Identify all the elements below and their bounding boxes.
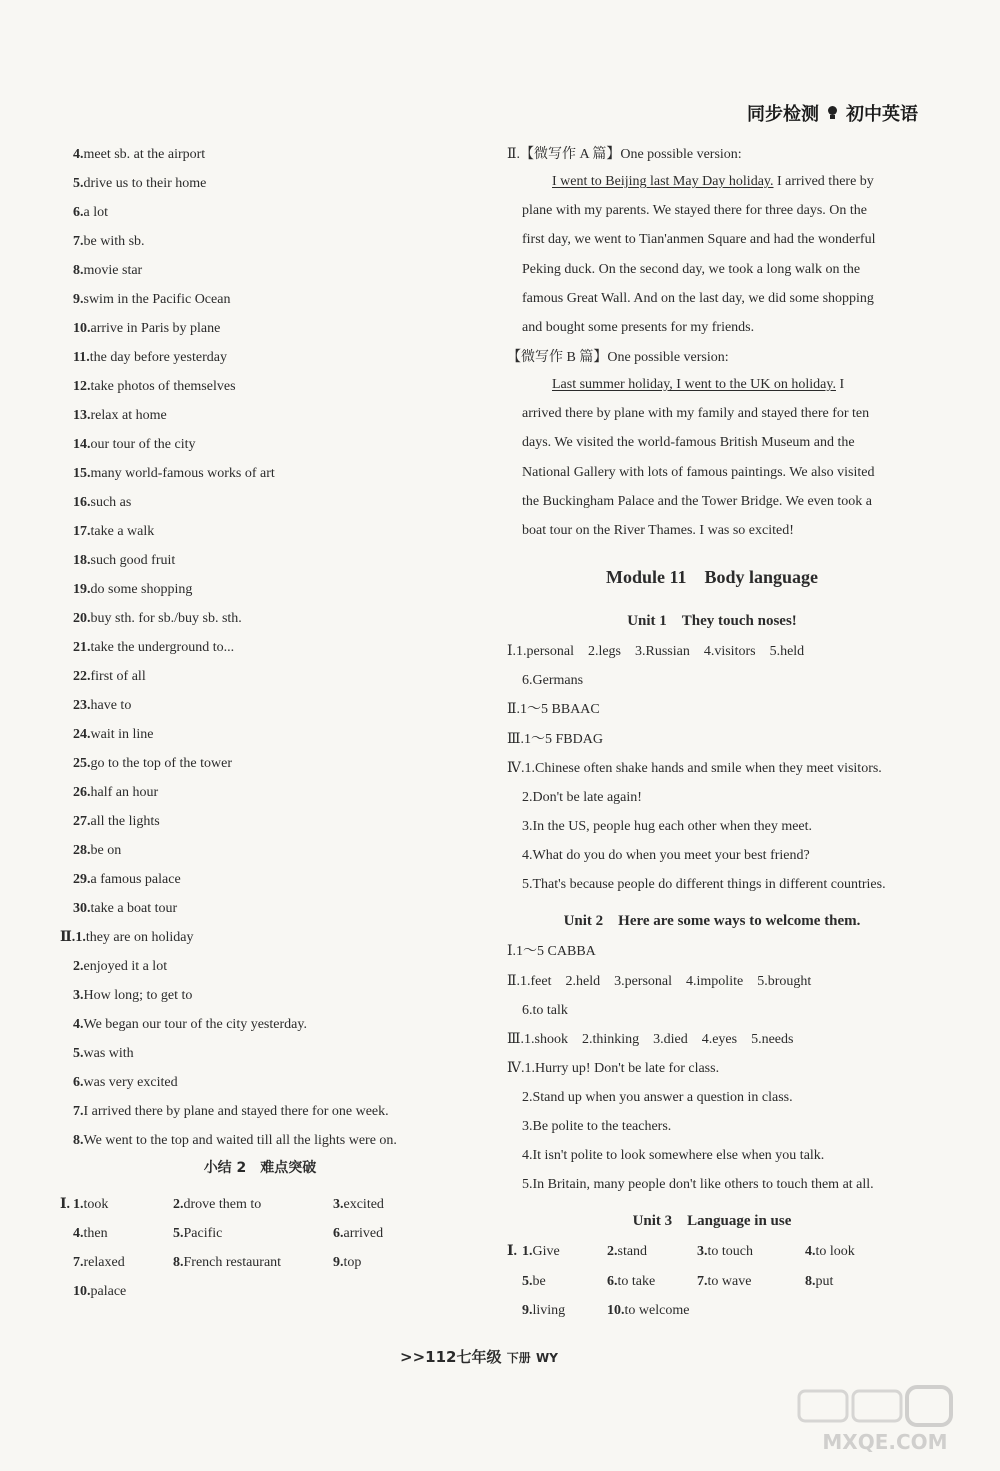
answer-line [522,1146,824,1166]
unit-2-title-text: Unit 2 Here are some ways to welcome them. [563,913,861,929]
phrase-item [73,754,232,774]
answer-item [73,1015,307,1035]
underlined-topic-sentence: Last summer holiday, I went to the UK on holiday. [552,377,836,392]
section-roman [60,1195,70,1215]
writing-b-label [507,348,729,368]
phrase-item [73,232,145,252]
answer-text: Ⅰ.1～5 CABBA [507,944,596,959]
item-number: 25. [73,756,91,771]
answer-text: drove them to [183,1197,262,1212]
page-footer [400,1346,558,1367]
answer-text: they are on holiday [85,930,194,945]
phrase-text: such as [90,495,132,510]
item-number: 9. [333,1255,344,1270]
item-number: 3. [73,988,84,1003]
answer-text: Ⅳ.1.Chinese often shake hands and smile when they meet visitors. [507,761,882,776]
phrase-item [73,493,131,513]
answer-text: put [815,1273,834,1289]
unit-3-answer [522,1301,565,1321]
item-number: 2. [173,1197,184,1212]
answer-text: Ⅲ.1.shook 2.thinking 3.died 4.eyes 5.needs [507,1032,794,1047]
phrase-item [73,667,146,687]
answer-text: Ⅱ.1～5 BBAAC [507,702,600,717]
answer-text: Ⅰ.1.personal 2.legs 3.Russian 4.visitors 5.held [507,644,805,659]
underlined-topic-sentence: I went to Beijing last May Day holiday. [552,174,774,189]
answer-text: arrived [343,1226,384,1241]
item-number: 14. [73,437,91,452]
paragraph-line: and bought some presents for my friends. [522,320,755,336]
item-number: 19. [73,582,91,597]
phrase-text: buy sth. for sb./buy sb. sth. [90,611,242,626]
answer-line [522,846,810,866]
phrase-item [73,638,234,658]
answer-text: We began our tour of the city yesterday. [83,1017,307,1032]
volume-label: 下册 [506,1351,531,1365]
answer-text: Ⅲ.1～5 FBDAG [507,732,603,747]
unit-3-answer [607,1242,647,1262]
answer-item [73,1044,134,1064]
section-roman [507,1242,517,1262]
item-number: 21. [73,640,91,655]
paragraph-line: famous Great Wall. And on the last day, we did some shopping [522,290,874,306]
phrase-text: first of all [90,669,146,684]
answer-line [507,1030,793,1050]
answer-line [507,759,882,779]
answer-line [507,972,811,992]
book-header [747,100,918,126]
item-number: 9. [522,1303,533,1318]
item-number: 13. [73,408,91,423]
paragraph-line: first day, we went to Tian'anmen Square and had the wonderful [522,232,876,248]
answer-text: to take [617,1273,656,1289]
roman-label: Ⅰ. [507,1244,518,1259]
phrase-item [73,551,175,571]
phrase-text: such good fruit [90,553,176,568]
answer-text: living [532,1303,566,1318]
paragraph-line: Peking duck. On the second day, we took a long walk on the [522,261,861,277]
item-number: 17. [73,524,91,539]
answer-line [507,1059,719,1079]
summary-title-text: 小结 2 难点突破 [203,1160,317,1176]
roman-label: Ⅰ. [60,1197,71,1212]
lightbulb-icon [827,106,838,120]
answer-text: top [343,1255,362,1270]
item-number: 23. [73,698,91,713]
phrase-text: our tour of the city [90,437,196,452]
item-number: 10. [607,1303,625,1318]
phrase-item [73,145,205,165]
answer-text: then [83,1226,108,1241]
subject-title: 初中英语 [846,104,918,125]
item-number: 4. [73,1017,84,1032]
item-number: 5. [73,1046,84,1061]
answer-line [507,700,600,720]
answer-line [507,730,603,750]
answer-text: I arrived there by plane and stayed there for one week. [83,1104,389,1119]
summary-answer [173,1224,222,1244]
phrase-text: swim in the Pacific Ocean [83,292,231,307]
series-title: 同步检测 [747,104,819,125]
edition-label: WY [535,1351,558,1365]
phrase-text: a famous palace [90,872,181,887]
answer-line [522,1117,671,1137]
phrase-text: take the underground to... [90,640,235,655]
phrase-item [73,464,275,484]
item-number: 4. [73,1226,84,1241]
grade-label: 七年级 [456,1348,502,1366]
answer-item [73,986,192,1006]
summary-title [60,1157,460,1177]
unit-3-answer [607,1272,655,1292]
answer-text: 4.What do you do when you meet your best friend? [522,848,810,863]
phrase-text: arrive in Paris by plane [90,321,221,336]
item-number: 6. [73,1075,84,1090]
item-number: 12. [73,379,91,394]
answer-text: 6.to talk [522,1003,568,1018]
answer-text: 3.In the US, people hug each other when they meet. [522,819,813,834]
phrase-item [73,609,242,629]
unit-1-title [507,609,917,630]
phrase-text: movie star [83,263,143,278]
phrase-text: be on [90,843,122,858]
answer-text: excited [343,1197,384,1212]
answer-line [522,1001,568,1021]
answer-text: 6.Germans [522,673,584,688]
unit-3-answer [697,1242,753,1262]
unit-2-title [507,909,917,930]
writing-a-label [507,145,742,165]
phrase-item [73,580,192,600]
item-number: 24. [73,727,91,742]
summary-answer [173,1253,281,1273]
item-number: 6. [333,1226,344,1241]
item-number: 16. [73,495,91,510]
unit-3-answer [522,1272,546,1292]
item-number: 6. [73,205,84,220]
item-number: 29. [73,872,91,887]
phrase-item [73,348,227,368]
item-number: 20. [73,611,91,626]
item-number: 1. [75,930,86,945]
writing-b-paragraph [522,370,922,545]
answer-text: Give [532,1244,560,1259]
phrase-text: do some shopping [90,582,193,597]
item-number: 8. [805,1273,816,1289]
answer-text: 5.In Britain, many people don't like others to touch them at all. [522,1177,874,1192]
answer-text: relaxed [83,1255,125,1270]
module-title [507,563,917,589]
summary-answer [73,1253,125,1273]
item-number: 28. [73,843,91,858]
answer-text: 5.That's because people do different things in different countries. [522,877,886,892]
item-number: 2. [73,959,84,974]
answer-text: 3.Be polite to the teachers. [522,1119,672,1134]
answer-text: to welcome [624,1303,690,1318]
page-number: 112 [425,1348,457,1366]
phrase-text: half an hour [90,785,159,800]
phrase-text: wait in line [90,727,154,742]
unit-3-title-text: Unit 3 Language in use [632,1213,792,1229]
answer-item [73,1073,178,1093]
phrase-item [73,435,195,455]
answer-line [522,788,642,808]
phrase-text: have to [90,698,132,713]
answer-text: palace [90,1284,127,1299]
answer-line [522,1088,793,1108]
phrase-item [73,406,167,426]
answer-text: Ⅳ.1.Hurry up! Don't be late for class. [507,1061,720,1076]
item-number: 7. [73,1255,84,1270]
paragraph-line: boat tour on the River Thames. I was so excited! [522,523,794,539]
paragraph-line: arrived there by plane with my family and stayed there for ten [522,406,870,422]
watermark-text: MXQE.COM [822,1430,948,1454]
phrase-text: all the lights [90,814,160,829]
answer-text: was very excited [83,1075,178,1090]
item-number: 5. [522,1273,533,1289]
answer-text: French restaurant [183,1255,282,1270]
answer-text: stand [617,1244,648,1259]
item-number: 7. [73,1104,84,1119]
paragraph-line: National Gallery with lots of famous paintings. We also visited [522,464,875,480]
summary-answer [73,1195,108,1215]
unit-1-title-text: Unit 1 They touch noses! [627,613,797,629]
summary-answer [173,1195,261,1215]
item-number: 18. [73,553,91,568]
answer-text: took [83,1197,109,1212]
phrase-text: go to the top of the tower [90,756,233,771]
phrase-text: take a boat tour [90,901,178,916]
summary-answer [73,1282,126,1302]
answer-text: We went to the top and waited till all the lights were on. [83,1133,397,1148]
answer-text: be [532,1273,546,1289]
item-number: 2. [607,1244,618,1259]
answer-text: 4.It isn't polite to look somewhere else when you talk. [522,1148,825,1163]
unit-3-answer [805,1272,833,1292]
writing-a-paragraph [522,167,922,342]
item-number: 5. [173,1226,184,1241]
label-text: 【微写作 B 篇】One possible version: [507,350,729,365]
summary-answer [333,1224,383,1244]
phrase-text: the day before yesterday [89,350,227,365]
item-number: 1. [522,1244,533,1259]
phrase-text: a lot [83,205,108,220]
answer-line [522,875,886,895]
answer-text: Ⅱ.1.feet 2.held 3.personal 4.impolite 5.brought [507,974,812,989]
answer-text: 2.Stand up when you answer a question in class. [522,1090,793,1105]
paragraph-line: the Buckingham Palace and the Tower Bridge. We even took a [522,493,872,509]
phrase-item [73,725,154,745]
answer-line [507,642,804,662]
answer-text: to look [815,1244,855,1259]
item-number: 10. [73,321,91,336]
item-number: 10. [73,1284,91,1299]
item-number: 7. [73,234,84,249]
phrase-text: meet sb. at the airport [83,147,206,162]
paragraph-line: days. We visited the world-famous British Museum and the [522,435,855,451]
answer-text: Pacific [183,1226,223,1241]
phrase-item [73,377,236,397]
item-number: 4. [73,147,84,162]
answer-line [522,671,583,691]
answer-line [507,942,596,962]
phrase-item [73,783,158,803]
item-number: 8. [173,1255,184,1270]
phrase-text: relax at home [90,408,167,423]
item-number: 3. [333,1197,344,1212]
phrase-item [73,899,177,919]
item-number: 8. [73,1133,84,1148]
item-number: 9. [73,292,84,307]
answer-text: to touch [707,1244,753,1259]
item-number: 8. [73,263,84,278]
phrase-item [73,319,220,339]
phrase-item [73,290,230,310]
answer-item [73,1102,389,1122]
unit-3-answer [607,1301,689,1321]
phrase-item [73,261,142,281]
item-number: 26. [73,785,91,800]
phrase-item [73,696,131,716]
item-number: 7. [697,1273,708,1289]
answer-item [73,957,167,977]
paragraph-line: I arrived there by [773,174,874,189]
item-number: 15. [73,466,91,481]
summary-answer [333,1253,361,1273]
answer-text: enjoyed it a lot [83,959,168,974]
item-number: 4. [805,1244,816,1259]
answer-text: to wave [707,1273,752,1289]
unit-3-title [507,1209,917,1230]
phrase-text: drive us to their home [83,176,207,191]
phrase-text: take a walk [90,524,155,539]
phrase-item [73,174,206,194]
answer-item [60,928,194,948]
phrase-text: take photos of themselves [90,379,236,394]
section-roman: Ⅱ. [60,930,76,945]
item-number: 3. [697,1244,708,1259]
watermark-logo [795,1385,975,1455]
item-number: 5. [73,176,84,191]
answer-text: 2.Don't be late again! [522,790,642,805]
summary-answer [333,1195,384,1215]
label-text: Ⅱ.【微写作 A 篇】One possible version: [507,147,742,162]
item-number: 27. [73,814,91,829]
footer-arrows: >> [400,1348,426,1366]
paragraph-line: plane with my parents. We stayed there for three days. On the [522,203,868,219]
unit-3-answer [522,1242,560,1262]
phrase-item [73,203,108,223]
phrase-text: be with sb. [83,234,145,249]
item-number: 11. [73,350,90,365]
phrase-item [73,812,160,832]
answer-text: How long; to get to [83,988,193,1003]
module-title-text: Module 11 Body language [605,567,819,587]
phrase-item [73,841,121,861]
item-number: 6. [607,1273,618,1289]
summary-answer [73,1224,108,1244]
item-number: 30. [73,901,91,916]
phrase-text: many world-famous works of art [90,466,275,481]
phrase-item [73,870,181,890]
unit-3-answer [697,1272,751,1292]
phrase-item [73,522,154,542]
answer-line [522,817,812,837]
item-number: 22. [73,669,91,684]
paragraph-line: I [835,377,845,392]
answer-line [522,1175,874,1195]
unit-3-answer [805,1242,855,1262]
item-number: 1. [73,1197,84,1212]
answer-item [73,1131,397,1151]
answer-text: was with [83,1046,134,1061]
